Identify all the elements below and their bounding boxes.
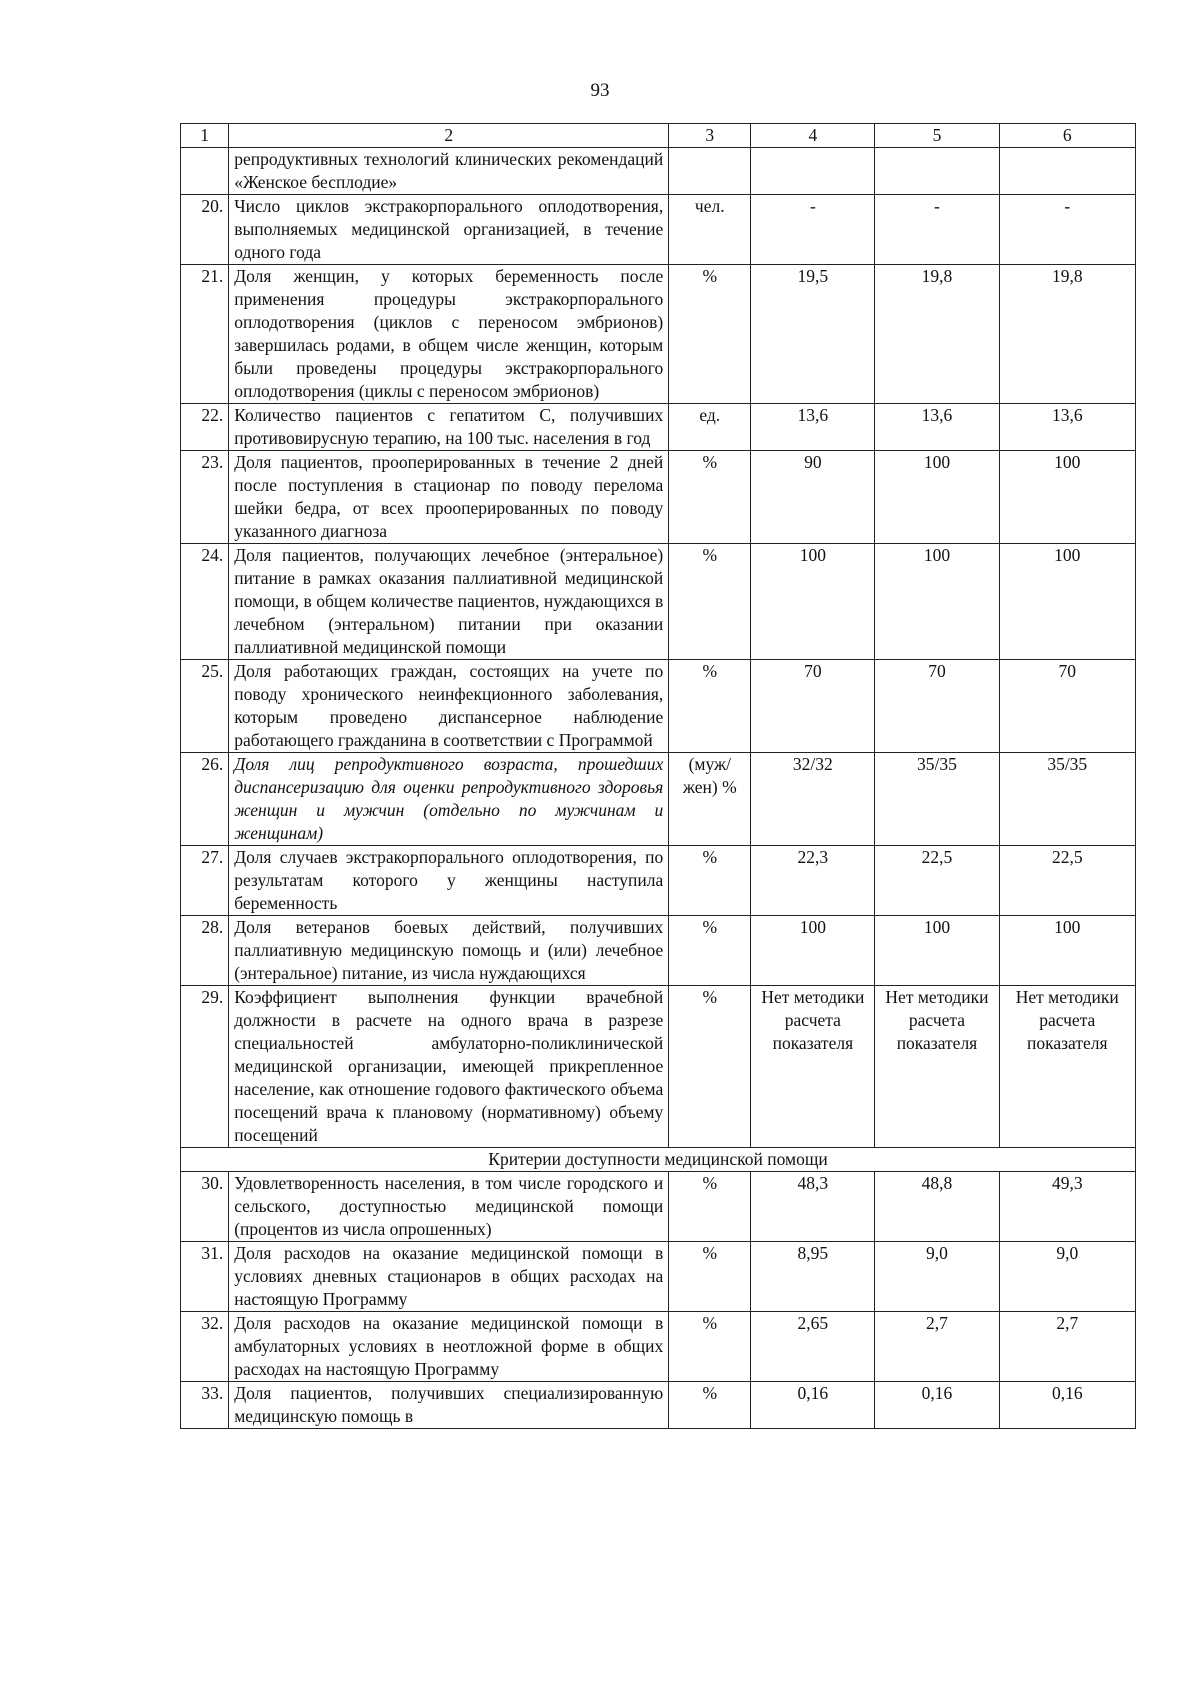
unit: % [669,451,751,544]
unit: % [669,1382,751,1429]
value-col5: 22,5 [875,846,999,916]
table-row [181,451,1136,544]
indicators-table [180,123,1136,1429]
value-col4: 90 [751,451,875,544]
table-row [181,1312,1136,1382]
table-header-row [181,124,1136,148]
value-col4: 0,16 [751,1382,875,1429]
row-number: 23. [181,451,229,544]
table-row [181,753,1136,846]
unit [669,148,751,195]
value-col4: 8,95 [751,1242,875,1312]
row-number: 27. [181,846,229,916]
value-col5: 19,8 [875,265,999,404]
value-col6: 100 [999,916,1135,986]
indicator-text: Доля женщин, у которых беременность после применения процедуры экстракорпорального оплодотворения (циклов с переносом эмбрионов) завершилась родами, в общем числе женщин, которым были проведены процедуры экстракорпорального оплодотворения (циклы с переносом эмбрионов) [229,265,669,404]
value-col6: 49,3 [999,1172,1135,1242]
value-col6: 19,8 [999,265,1135,404]
section-header-row [181,1148,1136,1172]
table-row [181,404,1136,451]
value-col4: 32/32 [751,753,875,846]
row-number: 22. [181,404,229,451]
indicator-text: Доля ветеранов боевых действий, получивших паллиативную медицинскую помощь и (или) лечебное (энтеральное) питание, из числа нуждающихся [229,916,669,986]
value-col5: 0,16 [875,1382,999,1429]
unit: % [669,660,751,753]
value-col5: Нет методики расчета показателя [875,986,999,1148]
row-number: 20. [181,195,229,265]
value-col6: 22,5 [999,846,1135,916]
value-col4: 13,6 [751,404,875,451]
column-header: 5 [875,124,999,148]
row-number: 33. [181,1382,229,1429]
value-col5: 9,0 [875,1242,999,1312]
table-row [181,916,1136,986]
row-number: 31. [181,1242,229,1312]
row-number: 29. [181,986,229,1148]
value-col4: 19,5 [751,265,875,404]
unit: % [669,986,751,1148]
unit: % [669,1172,751,1242]
value-col6: 9,0 [999,1242,1135,1312]
value-col5: 100 [875,451,999,544]
row-number: 32. [181,1312,229,1382]
value-col4: Нет методики расчета показателя [751,986,875,1148]
row-number: 26. [181,753,229,846]
value-col5: 70 [875,660,999,753]
value-col6: 13,6 [999,404,1135,451]
value-col6: 100 [999,544,1135,660]
unit: % [669,916,751,986]
unit: % [669,544,751,660]
table-row [181,1172,1136,1242]
table-row [181,195,1136,265]
unit: % [669,846,751,916]
value-col5: - [875,195,999,265]
value-col4: - [751,195,875,265]
value-col6: - [999,195,1135,265]
page-number: 93 [590,80,610,101]
indicator-text: Доля расходов на оказание медицинской помощи в амбулаторных условиях в неотложной форме в общих расходах на настоящую Программу [229,1312,669,1382]
unit: % [669,265,751,404]
indicator-text: Доля пациентов, прооперированных в течение 2 дней после поступления в стационар по поводу перелома шейки бедра, от всех прооперированных по поводу указанного диагноза [229,451,669,544]
value-col4: 70 [751,660,875,753]
indicator-text: Доля случаев экстракорпорального оплодотворения, по результатам которого у женщины наступила беременность [229,846,669,916]
indicator-text: Коэффициент выполнения функции врачебной должности в расчете на одного врача в разрезе специальностей амбулаторно-поликлинической медицинской организации, имеющей прикрепленное население, как отношение годового фактического объема посещений врача к плановому (нормативному) объему посещений [229,986,669,1148]
row-number: 24. [181,544,229,660]
value-col5: 13,6 [875,404,999,451]
table-row [181,544,1136,660]
value-col5: 100 [875,916,999,986]
indicator-text: Доля пациентов, получивших специализированную медицинскую помощь в [229,1382,669,1429]
table-row [181,986,1136,1148]
table-row [181,846,1136,916]
table-row [181,148,1136,195]
unit: чел. [669,195,751,265]
value-col4: 100 [751,916,875,986]
value-col6: 0,16 [999,1382,1135,1429]
row-number: 28. [181,916,229,986]
value-col5: 100 [875,544,999,660]
table-row [181,1242,1136,1312]
value-col5: 48,8 [875,1172,999,1242]
indicator-text: Доля лиц репродуктивного возраста, прошедших диспансеризацию для оценки репродуктивного здоровья женщин и мужчин (отдельно по мужчинам и женщинам) [229,753,669,846]
indicator-text: Доля работающих граждан, состоящих на учете по поводу хронического неинфекционного заболевания, которым проведено диспансерное наблюдение работающего гражданина в соответствии с Программой [229,660,669,753]
indicator-text: Количество пациентов с гепатитом С, получивших противовирусную терапию, на 100 тыс. населения в год [229,404,669,451]
table-row [181,660,1136,753]
row-number: 25. [181,660,229,753]
value-col5 [875,148,999,195]
indicator-text: репродуктивных технологий клинических рекомендаций «Женское бесплодие» [229,148,669,195]
value-col4: 48,3 [751,1172,875,1242]
unit: (муж/ жен) % [669,753,751,846]
row-number: 21. [181,265,229,404]
value-col5: 35/35 [875,753,999,846]
row-number: 30. [181,1172,229,1242]
value-col6: 70 [999,660,1135,753]
value-col6: 2,7 [999,1312,1135,1382]
indicator-text: Доля пациентов, получающих лечебное (энтеральное) питание в рамках оказания паллиативной медицинской помощи, в общем количестве пациентов, нуждающихся в лечебном (энтеральном) питании при оказании паллиативной медицинской помощи [229,544,669,660]
value-col4 [751,148,875,195]
column-header: 4 [751,124,875,148]
column-header: 6 [999,124,1135,148]
indicator-text: Удовлетворенность населения, в том числе городского и сельского, доступностью медицинской помощи (процентов из числа опрошенных) [229,1172,669,1242]
value-col6: 35/35 [999,753,1135,846]
section-title: Критерии доступности медицинской помощи [181,1148,1136,1172]
column-header: 2 [229,124,669,148]
unit: ед. [669,404,751,451]
table-row [181,1382,1136,1429]
value-col5: 2,7 [875,1312,999,1382]
value-col4: 100 [751,544,875,660]
unit: % [669,1242,751,1312]
indicator-text: Число циклов экстракорпорального оплодотворения, выполняемых медицинской организацией, в течение одного года [229,195,669,265]
table-row [181,265,1136,404]
indicator-text: Доля расходов на оказание медицинской помощи в условиях дневных стационаров в общих расходах на настоящую Программу [229,1242,669,1312]
unit: % [669,1312,751,1382]
value-col6: Нет методики расчета показателя [999,986,1135,1148]
column-header: 3 [669,124,751,148]
column-header: 1 [181,124,229,148]
value-col6 [999,148,1135,195]
value-col4: 22,3 [751,846,875,916]
row-number [181,148,229,195]
value-col4: 2,65 [751,1312,875,1382]
value-col6: 100 [999,451,1135,544]
